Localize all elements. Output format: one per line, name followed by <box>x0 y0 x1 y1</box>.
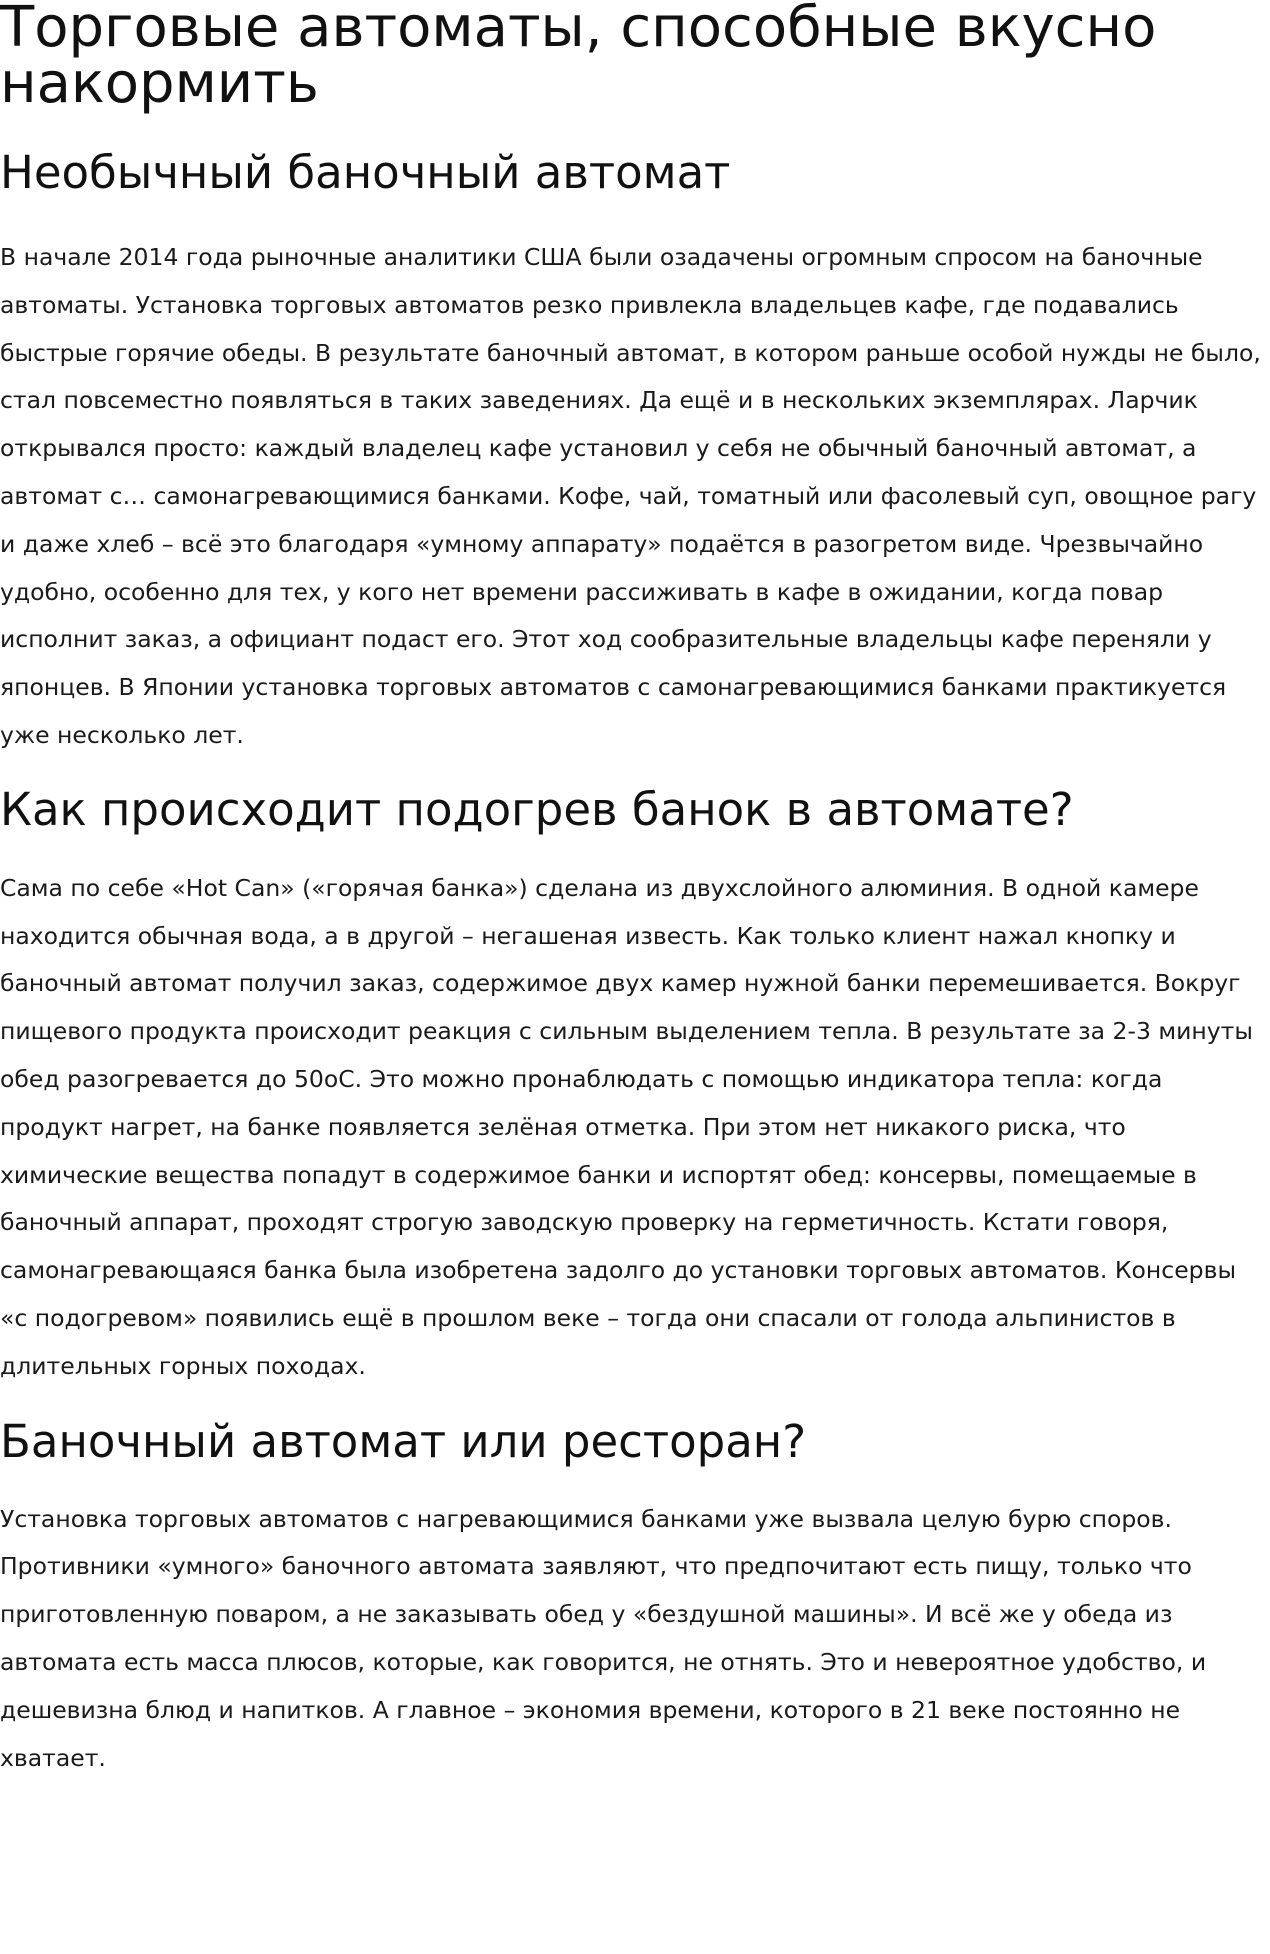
section-heading-machine-or-restaurant: Баночный автомат или ресторан? <box>0 1414 807 1468</box>
section-paragraph-heating-process: Сама по себе «Hot Can» («горячая банка») сделана из двухслойного алюминия. В одной камере находится обычная вода, а в другой – негашеная известь. Как только клиент нажал кнопку и баночный автомат получил заказ, содержимое двух камер нужной банки перемешивается. Вокруг пищевого продукта происходит реакция с сильным выделением тепла. В результате за 2-3 минуты обед разогревается до 50оС. Это можно пронаблюдать с помощью индикатора тепла: когда продукт нагрет, на банке появляется зелёная отметка. При этом нет никакого риска, что химические вещества попадут в содержимое банки и испортят обед: консервы, помещаемые в баночный аппарат, проходят строгую заводскую проверку на герметичность. Кстати говоря, самонагревающаяся банка была изобретена задолго до установки торговых автоматов. Консервы «с подогревом» появились ещё в прошлом веке – тогда они спасали от голода альпинистов в длительных горных походах. <box>0 873 1253 1380</box>
article-title: Торговые автоматы, способные вкусно накормить <box>0 0 1157 116</box>
section-paragraph-unusual-vending-machine: В начале 2014 года рыночные аналитики США были озадачены огромным спросом на баночные автоматы. Установка торговых автоматов резко привлекла владельцев кафе, где подавались быстрые горячие обеды. В результате баночный автомат, в котором раньше особой нужды не было, стал повсеместно появляться в таких заведениях. Да ещё и в нескольких экземплярах. Ларчик открывался просто: каждый владелец кафе установил у себя не обычный баночный автомат, а автомат с… самонагревающимися банками. Кофе, чай, томатный или фасолевый суп, овощное рагу и даже хлеб – всё это благодаря «умному аппарату» подаётся в разогретом виде. Чрезвычайно удобно, особенно для тех, у кого нет времени рассиживать в кафе в ожидании, когда повар исполнит заказ, а официант подаст его. Этот ход сообразительные владельцы кафе переняли у японцев. В Японии установка торговых автоматов с самонагревающимися банками практикуется уже несколько лет. <box>0 243 1261 749</box>
section-heading-unusual-vending-machine: Необычный баночный автомат <box>0 146 731 199</box>
section-heading-heating-process: Как происходит подогрев банок в автомате? <box>0 782 1074 836</box>
section-paragraph-machine-or-restaurant: Установка торговых автоматов с нагревающимися банками уже вызвала целую бурю споров. Противники «умного» баночного автомата заявляют, что предпочитают есть пищу, только что приготовленную поваром, а не заказывать обед у «бездушной машины». И всё же у обеда из автомата есть масса плюсов, которые, как говорится, не отнять. Это и невероятное удобство, и дешевизна блюд и напитков. А главное – экономия времени, которого в 21 веке постоянно не хватает. <box>0 1504 1207 1772</box>
